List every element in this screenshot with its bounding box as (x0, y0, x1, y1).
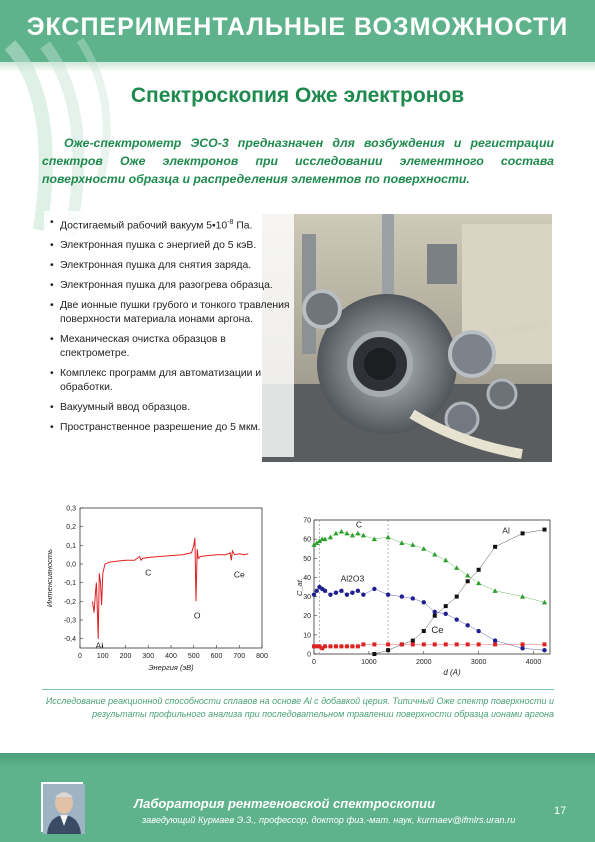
x-tick-label: 0 (312, 659, 316, 666)
y-tick-label: 30 (303, 594, 311, 602)
data-point-al2o3 (493, 638, 497, 642)
data-point-c (399, 540, 404, 545)
x-axis-label: d (A) (443, 668, 461, 677)
data-point-al (493, 545, 497, 549)
portrait-photo (41, 782, 83, 832)
peak-label-c: C (145, 567, 152, 578)
peak-label-al: Al (95, 640, 104, 651)
data-point-ce (323, 644, 327, 648)
feature-list (50, 216, 290, 441)
data-point-al2o3 (454, 617, 458, 621)
x-tick-label: 300 (142, 653, 155, 660)
spectrum-line (93, 538, 249, 639)
data-point-al (422, 629, 426, 633)
y-tick-label: 60 (303, 536, 311, 544)
x-axis-label: Энергия (эВ) (148, 663, 194, 672)
header-title: ЭКСПЕРИМЕНТАЛЬНЫЕ ВОЗМОЖНОСТИ (26, 13, 569, 41)
data-point-c (361, 533, 366, 538)
data-point-c (333, 531, 338, 536)
data-point-c (443, 558, 448, 563)
figure-caption: Исследование реакционной способности сплавов на основе Al с добавкой церия. Типичный Оже спектр поверхности и результаты профильного анализа при последовательном травлении поверхности образца ионами аргона (45, 696, 554, 719)
data-point-al2o3 (345, 592, 349, 596)
y-axis-label: Интенсивность (45, 548, 54, 608)
data-point-c (421, 546, 426, 551)
caption-divider (42, 689, 554, 690)
y-axis-label: C_at. (295, 578, 304, 596)
data-point-ce (543, 642, 547, 646)
data-point-c (328, 535, 333, 540)
series-line-al2o3 (314, 587, 545, 650)
data-point-ce (466, 642, 470, 646)
data-point-ce (328, 644, 332, 648)
data-point-al2o3 (542, 648, 546, 652)
y-tick-label: -0,4 (63, 636, 76, 644)
y-tick-label: 0 (307, 651, 311, 659)
data-point-al2o3 (323, 589, 327, 593)
y-tick-label: 0,0 (66, 561, 76, 569)
lab-name: Лаборатория рентгеновской спектроскопии (134, 796, 436, 811)
y-tick-label: -0,2 (63, 598, 76, 606)
feature-item: • Две ионные пушки грубого и тонкого травления поверхности материала ионами аргона. (50, 299, 290, 327)
data-point-ce (400, 642, 404, 646)
series-line-c (314, 532, 545, 603)
y-tick-label: 70 (303, 517, 311, 525)
feature-item: • Электронная пушка для снятия заряда. (50, 259, 290, 273)
data-point-al2o3 (476, 629, 480, 633)
data-point-ce (372, 642, 376, 646)
data-point-al (433, 614, 437, 618)
series-label-ce: Ce (431, 624, 444, 636)
data-point-al (372, 652, 376, 656)
feature-item: • Достигаемый рабочий вакуум $5•10^{-8}$ Па. (50, 216, 290, 233)
data-point-al2o3 (315, 589, 319, 593)
feature-item: • Пространственное разрешение до 5 мкм. (50, 421, 290, 435)
data-point-al (455, 595, 459, 599)
feature-item: • Вакуумный ввод образцов. (50, 401, 290, 415)
x-tick-label: 600 (210, 653, 223, 660)
data-point-ce (433, 642, 437, 646)
data-point-al (466, 579, 470, 583)
data-point-ce (477, 642, 481, 646)
data-point-ce (350, 644, 354, 648)
data-point-al2o3 (444, 612, 448, 616)
data-point-ce (356, 644, 360, 648)
y-tick-label: -0,3 (63, 617, 76, 625)
intro-paragraph: Оже-спектрометр ЭСО-3 предназначен для возбуждения и регистрации спектров Оже электронов при исследовании элементного состава поверхности образца и распределения элементов по поверхности. (42, 136, 554, 186)
data-point-al2o3 (520, 646, 524, 650)
data-point-al2o3 (312, 592, 316, 596)
y-tick-label: 40 (303, 574, 311, 582)
x-tick-label: 400 (165, 653, 177, 660)
y-tick-label: 0,2 (66, 524, 76, 532)
data-point-c (385, 535, 390, 540)
lab-head: заведующий Курмаев Э.З., профессор, доктор физ.-мат. наук, kurmaev@ifmlrs.uran.ru (142, 815, 516, 825)
data-point-c (432, 552, 437, 557)
feature-item: • Механическая очистка образцов в спектрометре. (50, 333, 290, 361)
feature-item: • Электронная пушка с энергией до 5 кэВ. (50, 239, 290, 253)
data-point-ce (444, 642, 448, 646)
data-point-c (350, 533, 355, 538)
data-point-ce (422, 642, 426, 646)
series-line-al (374, 530, 544, 654)
x-tick-label: 0 (78, 653, 82, 660)
data-point-ce (361, 642, 365, 646)
data-point-c (355, 531, 360, 536)
data-point-al2o3 (386, 592, 390, 596)
data-point-al2o3 (356, 589, 360, 593)
series-label-al: Al (502, 525, 510, 536)
data-point-al2o3 (411, 596, 415, 600)
section-title: Спектроскопия Оже электронов (130, 84, 465, 107)
data-point-ce (521, 642, 525, 646)
peak-label-o: O (193, 610, 201, 621)
data-point-al2o3 (334, 591, 338, 595)
data-point-ce (345, 644, 349, 648)
feature-item: • Комплекс программ для автоматизации и обработки. (50, 367, 290, 395)
data-point-ce (411, 642, 415, 646)
y-tick-label: -0,1 (63, 580, 76, 588)
depth-profile-chart (296, 514, 556, 684)
data-point-c (454, 565, 459, 570)
data-point-ce (334, 644, 338, 648)
data-point-ce (339, 644, 343, 648)
x-tick-label: 1000 (361, 659, 377, 666)
x-tick-label: 700 (233, 653, 246, 660)
data-point-ce (493, 642, 497, 646)
equipment-photo (262, 214, 552, 462)
data-point-c (476, 581, 481, 586)
data-point-al (411, 639, 415, 643)
y-tick-label: 20 (303, 613, 311, 621)
data-point-al2o3 (339, 589, 343, 593)
page-number: 17 (554, 805, 567, 817)
x-tick-label: 4000 (525, 659, 542, 666)
data-point-c (339, 529, 344, 534)
feature-item: • Электронная пушка для разогрева образца. (50, 279, 290, 293)
y-tick-label: 10 (303, 632, 311, 640)
data-point-al (386, 648, 390, 652)
data-point-al2o3 (465, 623, 469, 627)
data-point-c (465, 573, 470, 578)
x-tick-label: 100 (96, 653, 109, 660)
data-point-al2o3 (400, 594, 404, 598)
data-point-al (477, 568, 481, 572)
x-tick-label: 3000 (470, 659, 487, 666)
series-label-c: C (355, 519, 363, 530)
peak-label-ce: Ce (233, 569, 245, 580)
data-point-al2o3 (361, 592, 365, 596)
auger-spectrum-chart (40, 502, 272, 682)
y-tick-label: 0,3 (66, 505, 76, 513)
data-point-al2o3 (350, 591, 354, 595)
data-point-al2o3 (433, 610, 437, 614)
x-tick-label: 200 (119, 653, 132, 660)
data-point-al2o3 (372, 587, 376, 591)
data-point-al (521, 531, 525, 535)
series-label-al2o3: Al2O3 (340, 573, 365, 584)
data-point-c (344, 531, 349, 536)
data-point-c (493, 588, 498, 593)
x-tick-label: 800 (256, 653, 268, 660)
x-tick-label: 2000 (415, 659, 432, 666)
y-tick-label: 50 (303, 555, 311, 563)
data-point-al (543, 528, 547, 532)
data-point-al2o3 (422, 600, 426, 604)
data-point-ce (386, 642, 390, 646)
x-tick-label: 500 (187, 653, 200, 660)
data-point-al2o3 (328, 592, 332, 596)
footer-strip (0, 753, 595, 767)
data-point-ce (455, 642, 459, 646)
data-point-al (444, 604, 448, 608)
y-tick-label: 0,1 (66, 542, 76, 550)
